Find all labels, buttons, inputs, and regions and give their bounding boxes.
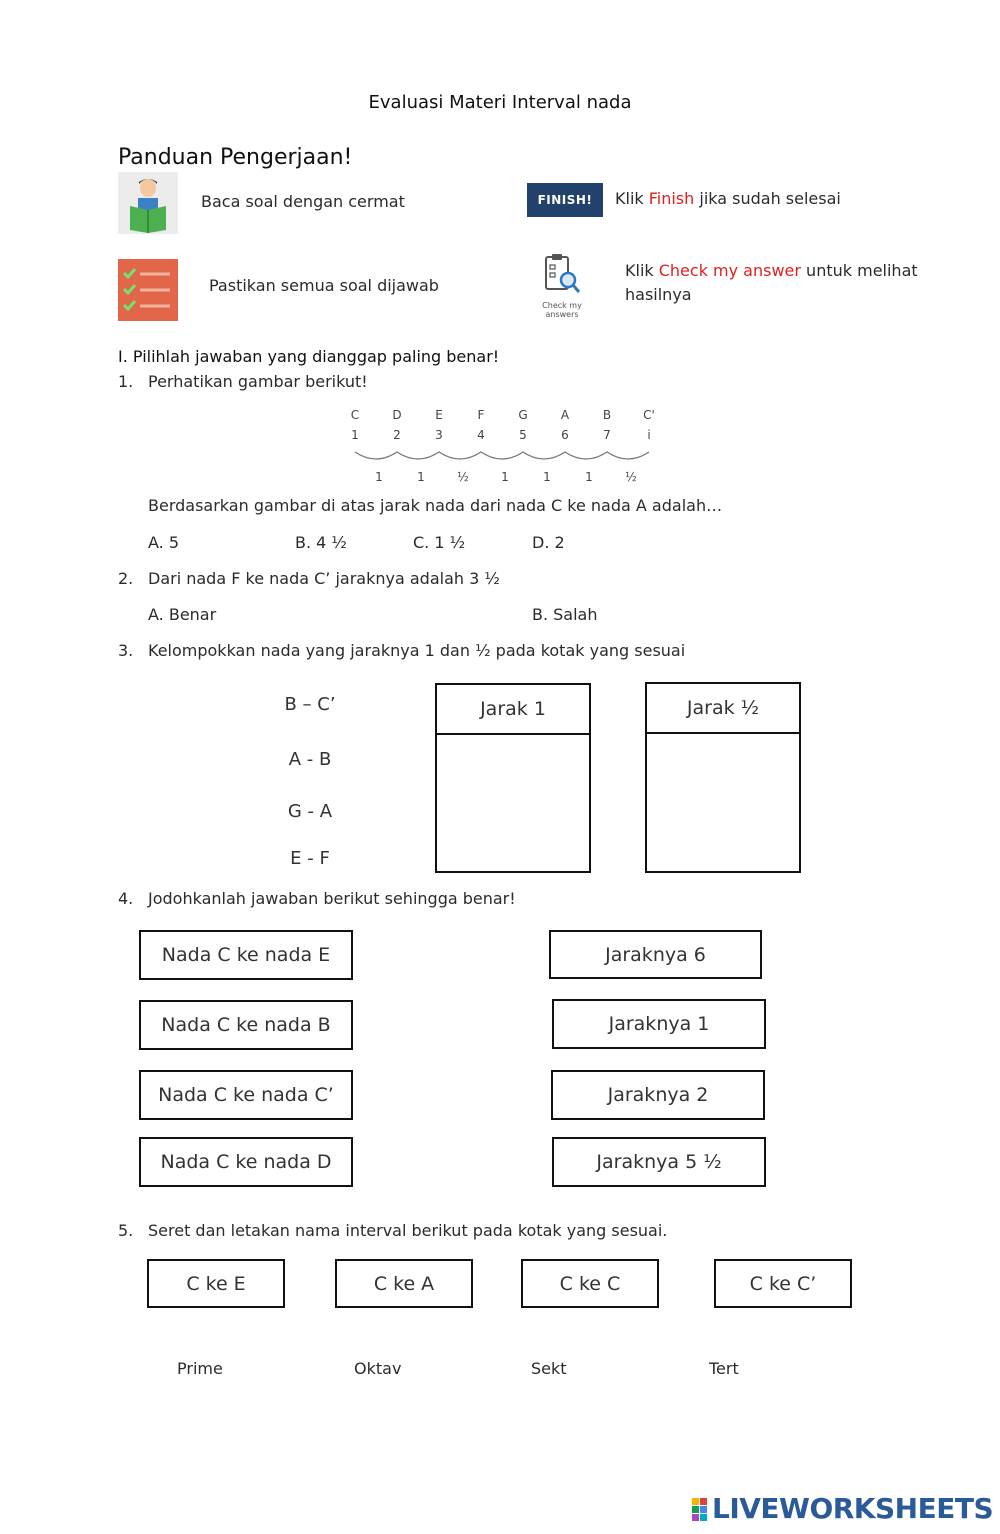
page-title: Evaluasi Materi Interval nada — [368, 92, 632, 113]
guide-answer-all: Pastikan semua soal dijawab — [209, 276, 439, 295]
match-right-item[interactable]: Jaraknya 2 — [551, 1070, 765, 1120]
match-right-item[interactable]: Jaraknya 1 — [552, 999, 766, 1049]
match-left-item[interactable]: Nada C ke nada B — [139, 1000, 353, 1050]
match-left-item[interactable]: Nada C ke nada E — [139, 930, 353, 980]
match-right-item[interactable]: Jaraknya 6 — [549, 930, 762, 979]
interval-label-sekt: Sekt — [531, 1359, 567, 1378]
scale-interval-value: 1 — [375, 470, 383, 484]
liveworksheets-logo: LIVEWORKSHEETS — [712, 1492, 994, 1525]
scale-note-letter: D — [392, 408, 402, 422]
q3-drag-item[interactable]: B – C’ — [284, 694, 336, 715]
checklist-icon — [118, 259, 178, 321]
scale-note-number: 5 — [519, 428, 527, 442]
finish-button-icon: FINISH! — [527, 183, 603, 217]
q1-option-c[interactable]: C. 1 ½ — [413, 533, 466, 552]
interval-label-prime: Prime — [177, 1359, 223, 1378]
scale-note-number: 1 — [351, 428, 359, 442]
scale-note-number: 4 — [477, 428, 485, 442]
q1-text: Perhatikan gambar berikut! — [148, 372, 368, 391]
q5-text: Seret dan letakan nama interval berikut pada kotak yang sesuai. — [148, 1221, 668, 1240]
interval-drag-box[interactable]: C ke C — [521, 1259, 659, 1308]
guide-heading: Panduan Pengerjaan! — [118, 145, 353, 170]
match-left-item[interactable]: Nada C ke nada D — [139, 1137, 353, 1187]
scale-note-number: 7 — [603, 428, 611, 442]
q3-drag-item[interactable]: A - B — [288, 749, 332, 770]
scale-interval-value: 1 — [417, 470, 425, 484]
scale-note-letter: C — [350, 408, 360, 422]
interval-label-tert: Tert — [709, 1359, 739, 1378]
scale-note-number: 3 — [435, 428, 443, 442]
guide-finish-text: Klik Finish jika sudah selesai — [615, 189, 841, 208]
q3-drag-item[interactable]: E - F — [290, 848, 330, 869]
scale-note-letter: C' — [643, 408, 655, 422]
scale-note-letter: B — [602, 408, 612, 422]
q3-number: 3. — [118, 641, 134, 660]
scale-interval-value: 1 — [501, 470, 509, 484]
group-box-jarak-half-label: Jarak ½ — [647, 684, 799, 734]
q4-text: Jodohkanlah jawaban berikut sehingga benar! — [148, 889, 516, 908]
scale-interval-value: 1 — [585, 470, 593, 484]
q1-option-b[interactable]: B. 4 ½ — [295, 533, 347, 552]
scale-note-number: 2 — [393, 428, 401, 442]
scale-interval-value: ½ — [457, 470, 469, 484]
scale-note-letter: G — [518, 408, 528, 422]
check-icon-label: Check my answers — [542, 301, 582, 319]
match-left-item[interactable]: Nada C ke nada C’ — [139, 1070, 353, 1120]
q1-option-a[interactable]: A. 5 — [148, 533, 180, 552]
group-box-jarak-1-label: Jarak 1 — [437, 685, 589, 735]
interval-drag-box[interactable]: C ke C’ — [714, 1259, 852, 1308]
scale-note-letter: F — [477, 408, 485, 422]
q1-option-d[interactable]: D. 2 — [532, 533, 565, 552]
scale-note-number: i — [647, 428, 651, 442]
interval-label-oktav: Oktav — [354, 1359, 402, 1378]
match-right-item[interactable]: Jaraknya 5 ½ — [552, 1137, 766, 1187]
q2-option-a[interactable]: A. Benar — [148, 605, 217, 624]
group-box-jarak-1[interactable] — [435, 683, 591, 873]
interval-drag-box[interactable]: C ke E — [147, 1259, 285, 1308]
q3-drag-item[interactable]: G - A — [287, 801, 333, 822]
q5-number: 5. — [118, 1221, 134, 1240]
interval-drag-box[interactable]: C ke A — [335, 1259, 473, 1308]
reader-icon — [118, 172, 178, 234]
liveworksheets-logo-icon — [692, 1496, 708, 1522]
q2-number: 2. — [118, 569, 134, 588]
q4-number: 4. — [118, 889, 134, 908]
guide-check-text-line2: hasilnya — [625, 285, 692, 304]
scale-note-letter: E — [435, 408, 443, 422]
q2-option-b[interactable]: B. Salah — [532, 605, 598, 624]
scale-note-number: 6 — [561, 428, 569, 442]
q1-number: 1. — [118, 372, 134, 391]
q2-text: Dari nada F ke nada C’ jaraknya adalah 3 ½ — [148, 569, 500, 588]
check-answers-icon — [543, 252, 581, 296]
scale-note-letter: A — [560, 408, 570, 422]
note-scale-figure — [340, 402, 670, 492]
group-box-jarak-half[interactable] — [645, 682, 801, 873]
guide-read: Baca soal dengan cermat — [201, 192, 405, 211]
scale-interval-value: ½ — [625, 470, 637, 484]
section-title: I. Pilihlah jawaban yang dianggap paling benar! — [118, 347, 500, 366]
scale-interval-value: 1 — [543, 470, 551, 484]
q3-text: Kelompokkan nada yang jaraknya 1 dan ½ pada kotak yang sesuai — [148, 641, 686, 660]
q1-question: Berdasarkan gambar di atas jarak nada dari nada C ke nada A adalah… — [148, 496, 723, 515]
guide-check-text: Klik Check my answer untuk melihat — [625, 261, 918, 280]
